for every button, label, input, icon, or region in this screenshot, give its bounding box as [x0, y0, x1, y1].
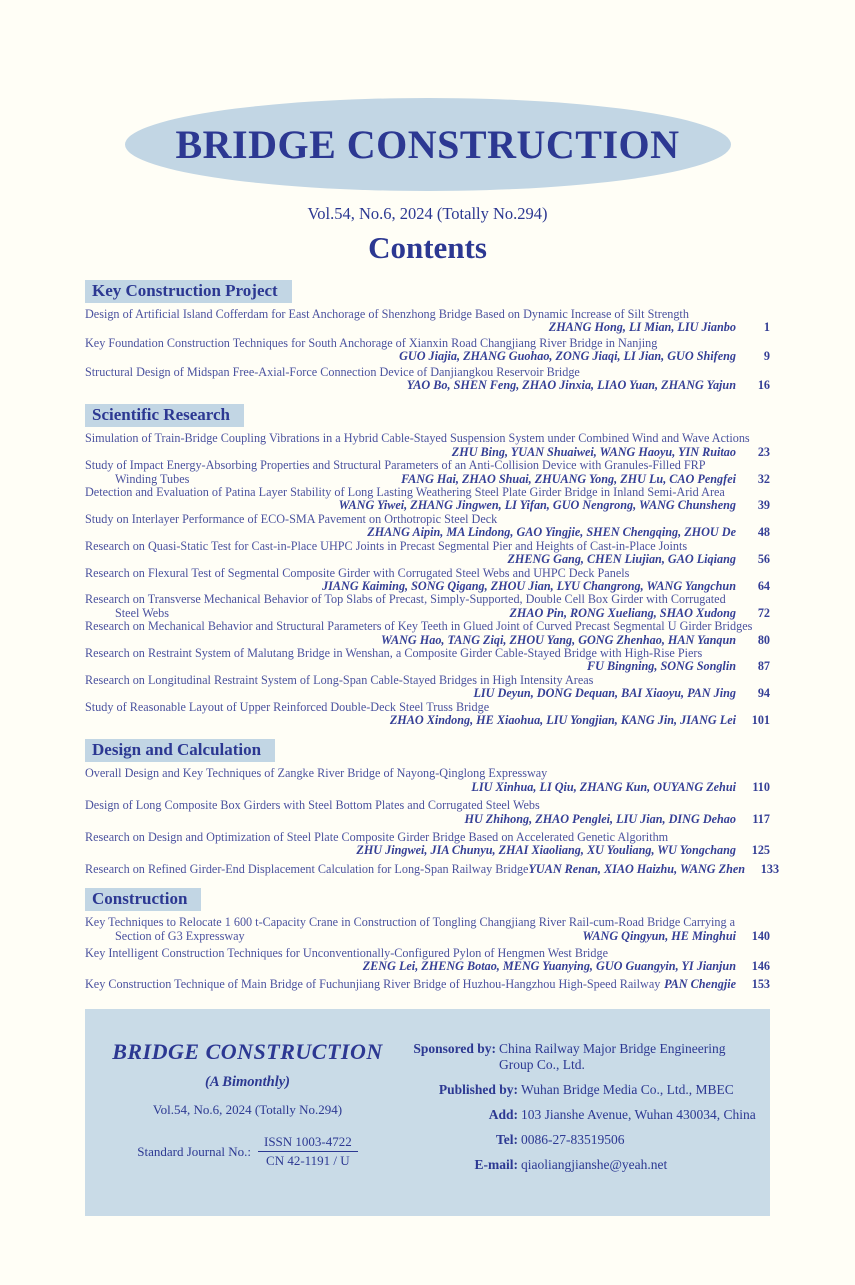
entry-page-number: 23: [757, 444, 770, 459]
entry-page-number: 133: [760, 861, 780, 876]
toc-row: [85, 540, 770, 553]
toc-row: [85, 526, 770, 539]
entry-authors: ZHANG Aipin, MA Lindong, GAO Yingjie, SHEN Chengqing, ZHOU De: [367, 525, 736, 540]
toc-row: [85, 321, 770, 334]
standard-journal-number: [95, 1134, 400, 1169]
entry-title: Research on Flexural Test of Segmental Composite Girder with Corrugated Steel Webs and UHPC Deck Panels: [85, 565, 630, 580]
entry-authors: ZHAO Pin, RONG Xueliang, SHAO Xudong: [509, 605, 736, 620]
entry-authors: HU Zhihong, ZHAO Penglei, LIU Jian, DING Dehao: [464, 811, 736, 826]
entry-page-number: 101: [751, 712, 770, 727]
entry-page-number: 146: [751, 959, 770, 974]
toc-entry: [85, 831, 770, 858]
toc-row: [85, 844, 770, 857]
entry-authors: WANG Yiwei, ZHANG Jingwen, LI Yifan, GUO Nengrong, WANG Chunsheng: [338, 498, 736, 513]
toc-row: [85, 473, 770, 486]
entry-title: Steel Webs: [115, 605, 169, 620]
footer-info-row: [400, 1082, 756, 1098]
toc-row: [85, 813, 770, 826]
entry-authors: ZHU Jingwei, JIA Chunyu, ZHAI Xiaoliang, XU Youliang, WU Yongchang: [356, 843, 736, 858]
footer-info-value: 0086-27-83519506: [521, 1132, 625, 1148]
section-heading: Key Construction Project: [85, 280, 292, 303]
section-heading: Scientific Research: [85, 404, 244, 427]
toc-entry: [85, 486, 770, 513]
entry-title: Design of Artificial Island Cofferdam for East Anchorage of Shenzhong Bridge Based on Dynamic Increase of Silt Strength: [85, 307, 689, 321]
toc-row: [85, 714, 770, 727]
section: [85, 739, 780, 876]
entry-authors: FU Bingning, SONG Songlin: [586, 659, 736, 674]
entry-page-number: 153: [751, 976, 770, 991]
entry-authors: ZENG Lei, ZHENG Botao, MENG Yuanying, GUO Guangyin, YI Jianjun: [362, 959, 736, 974]
issn-cn-fraction: [258, 1134, 358, 1169]
entry-page-number: 110: [752, 779, 770, 794]
entry-authors: ZHAO Xindong, HE Xiaohua, LIU Yongjian, KANG Jin, JIANG Lei: [389, 712, 736, 727]
toc-entry: [85, 978, 770, 991]
toc-entry: [85, 513, 770, 540]
toc-row: [85, 674, 770, 687]
toc-row: [85, 513, 770, 526]
toc-entry: [85, 767, 770, 794]
entry-title: Study of Impact Energy-Absorbing Properties and Structural Parameters of an Anti-Collision Device with Granules-Filled FRP: [85, 458, 706, 473]
toc-row: [85, 660, 770, 673]
entry-title: Winding Tubes: [115, 471, 190, 486]
journal-title: BRIDGE CONSTRUCTION: [175, 122, 680, 167]
contents-sections: [85, 280, 780, 991]
entry-page-number: 48: [757, 525, 770, 540]
entry-authors: PAN Chengjie: [664, 976, 736, 991]
entry-authors: LIU Deyun, DONG Dequan, BAI Xiaoyu, PAN Jing: [473, 686, 736, 701]
footer-info-label: Tel:: [495, 1132, 518, 1148]
entry-title: Design of Long Composite Box Girders with Steel Bottom Plates and Corrugated Steel Webs: [85, 798, 540, 813]
footer-journal-title: BRIDGE CONSTRUCTION: [112, 1039, 383, 1065]
entry-authors: JIANG Kaiming, SONG Qigang, ZHOU Jian, LYU Changrong, WANG Yangchun: [322, 578, 736, 593]
entry-page-number: 125: [751, 843, 770, 858]
section: [85, 404, 770, 727]
issn-number: ISSN 1003-4722: [258, 1134, 358, 1152]
issue-line: Vol.54, No.6, 2024 (Totally No.294): [307, 204, 548, 223]
footer-info-row: [400, 1107, 756, 1123]
entry-title: Research on Longitudinal Restraint System of Long-Span Cable-Stayed Bridges in High Intensity Areas: [85, 672, 594, 687]
entry-page-number: 117: [752, 811, 770, 826]
entry-authors: LIU Xinhua, LI Qiu, ZHANG Kun, OUYANG Zehui: [471, 779, 736, 794]
toc-entry: [85, 799, 770, 826]
entry-authors: ZHANG Hong, LI Mian, LIU Jianbo: [548, 320, 736, 335]
entry-page-number: 56: [757, 552, 770, 567]
entry-title: Research on Transverse Mechanical Behavior of Top Slabs of Precast, Simply-Supported, Double Cell Box Girder with Corrugated: [85, 592, 726, 607]
section: [85, 888, 770, 991]
entry-page-number: 39: [757, 498, 770, 513]
footer-issue-line: Vol.54, No.6, 2024 (Totally No.294): [152, 1102, 343, 1118]
toc-row: [85, 593, 770, 606]
toc-row: [85, 916, 770, 929]
toc-row: [85, 799, 770, 812]
toc-row: [85, 308, 770, 321]
toc-entry: [85, 620, 770, 647]
footer-info-label: Sponsored by:: [413, 1041, 497, 1057]
toc-row: [85, 446, 770, 459]
footer-info-value: China Railway Major Bridge Engineering Group Co., Ltd.: [499, 1041, 726, 1073]
toc-row: [85, 947, 770, 960]
toc-row: [85, 861, 780, 876]
toc-row: [85, 831, 770, 844]
toc-entry: [85, 308, 770, 335]
footer-info-value: Wuhan Bridge Media Co., Ltd., MBEC: [521, 1082, 734, 1098]
entry-authors: FANG Hai, ZHAO Shuai, ZHUANG Yong, ZHU Lu, CAO Pengfei: [401, 471, 736, 486]
entry-authors: WANG Hao, TANG Ziqi, ZHOU Yang, GONG Zhenhao, HAN Yanqun: [381, 632, 736, 647]
toc-row: [85, 499, 770, 512]
toc-row: [85, 366, 770, 379]
footer-right-column: [400, 1039, 756, 1182]
toc-entry: [85, 861, 780, 876]
toc-entry: [85, 366, 770, 393]
toc-row: [85, 379, 770, 392]
toc-row: [85, 580, 770, 593]
toc-entry: [85, 593, 770, 620]
entry-title: Structural Design of Midspan Free-Axial-Force Connection Device of Danjiangkou Reservoir Bridge: [85, 364, 580, 379]
entry-title: Overall Design and Key Techniques of Zangke River Bridge of Nayong-Qinglong Expressway: [85, 766, 548, 781]
toc-row: [85, 960, 770, 973]
toc-entry: [85, 947, 770, 974]
toc-row: [85, 459, 770, 472]
toc-entry: [85, 647, 770, 674]
footer-info-row: [400, 1132, 756, 1148]
entry-authors: ZHU Bing, YUAN Shuaiwei, WANG Haoyu, YIN Ruitao: [451, 444, 736, 459]
toc-row: [85, 607, 770, 620]
toc-row: [85, 567, 770, 580]
entry-title: Key Intelligent Construction Techniques for Unconventionally-Configured Pylon of Hengmen West Bridge: [85, 946, 609, 961]
entry-page-number: 9: [763, 349, 770, 364]
entry-title: Research on Quasi-Static Test for Cast-in-Place UHPC Joints in Precast Segmental Pier and Heights of Cast-in-Place Joints: [85, 538, 688, 553]
entry-authors: WANG Qingyun, HE Minghui: [582, 928, 736, 943]
entry-title: Key Foundation Construction Techniques for South Anchorage of Xianxin Road Changjiang River Bridge in Nanjing: [85, 335, 658, 350]
toc-row: [85, 432, 770, 445]
entry-authors: ZHENG Gang, CHEN Liujian, GAO Liqiang: [507, 552, 736, 567]
footer-left-column: [95, 1039, 400, 1182]
toc-row: [85, 350, 770, 363]
toc-entry: [85, 540, 770, 567]
entry-title: Study on Interlayer Performance of ECO-SMA Pavement on Orthotropic Steel Deck: [85, 511, 498, 526]
entry-title: Research on Refined Girder-End Displacement Calculation for Long-Span Railway Bridge: [85, 861, 529, 876]
toc-row: [85, 781, 770, 794]
section-heading: Design and Calculation: [85, 739, 275, 762]
entry-page-number: 16: [757, 378, 770, 393]
entry-title: Study of Reasonable Layout of Upper Reinforced Double-Deck Steel Truss Bridge: [85, 699, 490, 714]
toc-row: [85, 620, 770, 633]
entry-title: Detection and Evaluation of Patina Layer Stability of Long Lasting Weathering Steel Plate Girder Bridge in Inland Semi-Arid Area: [85, 485, 725, 500]
entry-page-number: 1: [763, 320, 770, 335]
journal-info-footer: [85, 1009, 770, 1216]
footer-info-value: 103 Jianshe Avenue, Wuhan 430034, China: [521, 1107, 756, 1123]
entry-title: Key Construction Technique of Main Bridge of Fuchunjiang River Bridge of Huzhou-Hangzhou High-Speed Railway: [85, 976, 661, 991]
entry-page-number: 140: [751, 928, 770, 943]
entry-authors: YAO Bo, SHEN Feng, ZHAO Jinxia, LIAO Yuan, ZHANG Yajun: [406, 378, 736, 393]
journal-title-banner: [125, 98, 731, 191]
toc-row: [85, 647, 770, 660]
entry-title: Simulation of Train-Bridge Coupling Vibrations in a Hybrid Cable-Stayed Suspension System under Combined Wind and Wave Actions: [85, 431, 750, 446]
footer-info-label: Published by:: [438, 1082, 518, 1098]
entry-title: Research on Mechanical Behavior and Structural Parameters of Key Teeth in Glued Joint of Curved Precast Segmental U Girder Bridges: [85, 619, 753, 634]
section-heading: Construction: [85, 888, 201, 911]
toc-row: [85, 978, 770, 991]
entry-title: Research on Design and Optimization of Steel Plate Composite Girder Bridge Based on Accelerated Genetic Algorithm: [85, 830, 669, 844]
footer-info-row: [400, 1041, 756, 1073]
toc-entry: [85, 567, 770, 594]
entry-title: Section of G3 Expressway: [115, 928, 245, 943]
entry-page-number: 72: [757, 605, 770, 620]
toc-entry: [85, 337, 770, 364]
entry-page-number: 87: [757, 659, 770, 674]
toc-row: [85, 486, 770, 499]
entry-title: Research on Restraint System of Malutang Bridge in Wenshan, a Composite Girder Cable-Stayed Bridge with High-Rise Piers: [85, 645, 703, 660]
toc-entry: [85, 432, 770, 459]
toc-entry: [85, 916, 770, 943]
toc-row: [85, 553, 770, 566]
footer-info-label: E-mail:: [474, 1157, 518, 1173]
contents-page: [0, 98, 855, 1285]
toc-row: [85, 687, 770, 700]
toc-entry: [85, 701, 770, 728]
toc-row: [85, 701, 770, 714]
toc-row: [85, 767, 770, 780]
footer-info-label: Add:: [488, 1107, 518, 1123]
footer-subtitle: (A Bimonthly): [204, 1074, 290, 1091]
footer-info-value: qiaoliangjianshe@yeah.net: [521, 1157, 668, 1173]
entry-title: Key Techniques to Relocate 1 600 t-Capacity Crane in Construction of Tongling Changjiang River Rail-cum-Road Bridge Carrying a: [85, 915, 736, 930]
entry-page-number: 64: [757, 578, 770, 593]
cn-number: CN 42-1191 / U: [266, 1153, 350, 1169]
contents-title: Contents: [368, 230, 487, 265]
toc-entry: [85, 674, 770, 701]
section: [85, 280, 770, 392]
entry-authors: GUO Jiajia, ZHANG Guohao, ZONG Jiaqi, LI Jian, GUO Shifeng: [399, 349, 736, 364]
toc-row: [85, 337, 770, 350]
toc-entry: [85, 459, 770, 486]
entry-page-number: 80: [757, 632, 770, 647]
toc-row: [85, 930, 770, 943]
entry-page-number: 32: [757, 471, 770, 486]
footer-info-row: [400, 1157, 756, 1173]
standard-journal-label: Standard Journal No.:: [137, 1143, 251, 1159]
entry-page-number: 94: [757, 686, 770, 701]
toc-row: [85, 634, 770, 647]
entry-authors: YUAN Renan, XIAO Haizhu, WANG Zhen: [528, 861, 746, 876]
